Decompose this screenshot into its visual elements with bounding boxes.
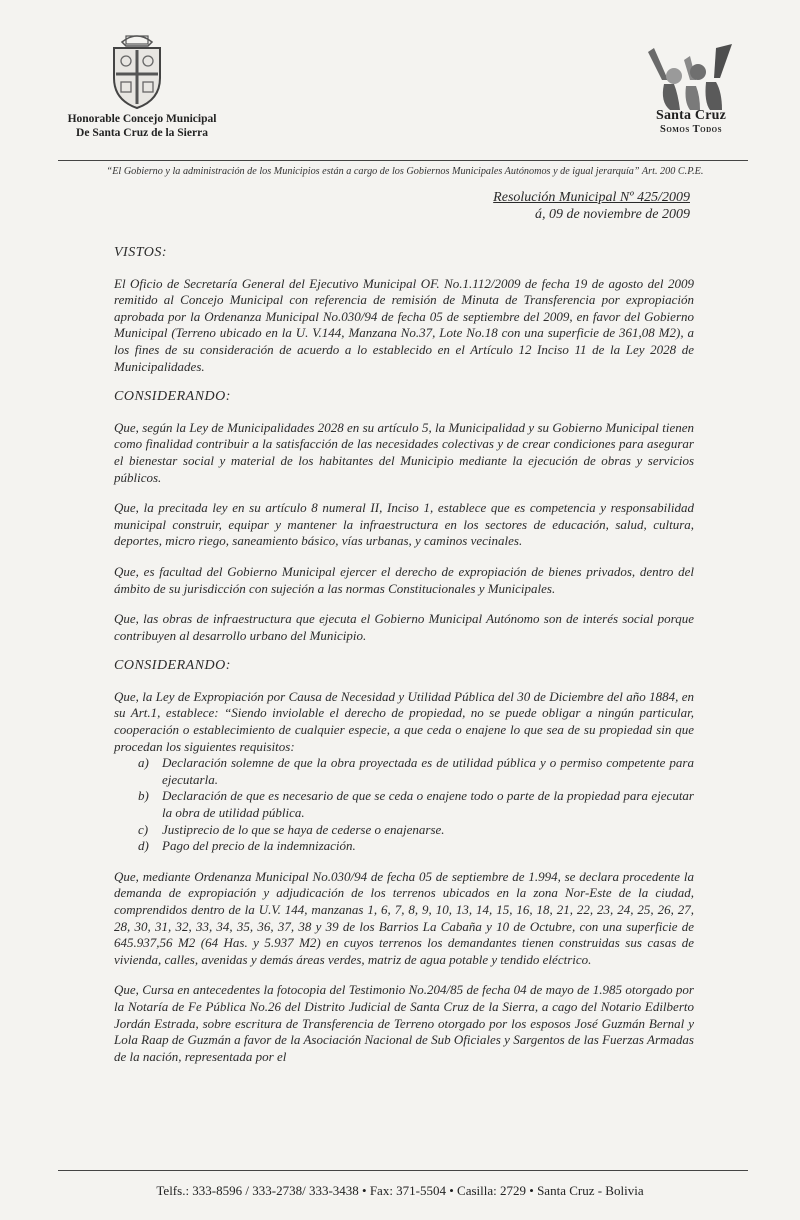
considerando-paragraph: Que, Cursa en antecedentes la fotocopia del Testimonio No.204/85 de fecha 04 de mayo de 1.985 otorgado por la Notaría de Fe Pública No.26 del Distrito Judicial de Santa Cruz de la Sierra, a cago del Notario Edilberto Jordán Estrada, sobre escritura de Transferencia de Terreno otorgado por los esposos José Guzmán Bernal y Lola Raap de Guzmán a favor de la Asociación Nacional de Sub Oficiales y Sargentos de las Fuerzas Armadas de la nación, representada por el [114, 982, 694, 1064]
coat-of-arms-icon [108, 28, 166, 110]
list-item [114, 755, 694, 788]
resolution-date: á, 09 de noviembre de 2009 [535, 207, 690, 222]
list-item-text: Declaración solemne de que la obra proyectada es de utilidad pública y o permiso competente para ejecutarla. [162, 755, 694, 787]
resolution-title: Resolución Municipal Nº 425/2009 [493, 190, 690, 205]
considerando-paragraph: Que, la precitada ley en su artículo 8 numeral II, Inciso 1, establece que es competencia y responsabilidad municipal construir, equipar y mantener la infraestructura en los sectores de educación, salud, cultura, deportes, micro riego, saneamiento básico, vías urbanas, y caminos vecinales. [114, 500, 694, 549]
considerando-paragraph: Que, según la Ley de Municipalidades 2028 en su artículo 5, la Municipalidad y su Gobierno Municipal tienen como finalidad contribuir a la satisfacción de las necesidades colectivas y de crear condiciones para asegurar el bienestar social y material de los habitantes del Municipio mediante la ejecución de obras y servicios públicos. [114, 419, 694, 485]
list-item-mark: b) [138, 788, 149, 804]
list-item-text: Declaración de que es necesario de que se ceda o enajene todo o parte de la propiedad para ejecutar la obra de utilidad pública. [162, 788, 694, 821]
considerando-paragraph: Que, las obras de infraestructura que ejecuta el Gobierno Municipal Autónomo son de interés social porque contribuyen al desarrollo urbano del Municipio. [114, 611, 694, 643]
document-body [114, 245, 694, 1079]
footer-contact: Telfs.: 333-8596 / 333-2738/ 333-3438 • Fax: 371-5504 • Casilla: 2729 • Santa Cruz - Bolivia [156, 1183, 644, 1198]
vistos-heading: VISTOS: [114, 245, 168, 260]
considerando-heading-1: CONSIDERANDO: [114, 389, 231, 405]
list-item-text: Justiprecio de lo que se haya de cederse o enajenarse. [162, 821, 445, 837]
council-name [58, 112, 226, 140]
list-item [114, 822, 694, 839]
santa-cruz-logo-icon [640, 42, 740, 112]
logo-name: Santa Cruz [655, 108, 727, 123]
list-item [114, 788, 694, 821]
council-line-1: Honorable Concejo Municipal [67, 113, 217, 125]
considerando-paragraph: Que, la Ley de Expropiación por Causa de Necesidad y Utilidad Pública del 30 de Diciembre del año 1884, en su Art.1, establece: “Siendo inviolable el derecho de propiedad, no se puede obligar a ningún particular, cooperación o establecimiento de cualquier especie, a que ceda o enajene lo que sea de su propiedad sin que procedan los siguientes requisitos: [114, 688, 694, 754]
constitution-quote: “El Gobierno y la administración de los Municipios están a cargo de los Gobiernos Municipales Autónomos y de igual jerarquía” Art. 200 C.P.E. [106, 166, 704, 177]
council-line-2: De Santa Cruz de la Sierra [76, 127, 208, 139]
list-item-mark: a) [138, 755, 149, 771]
considerando-heading-2: CONSIDERANDO: [114, 658, 231, 674]
considerando-paragraph: Que, es facultad del Gobierno Municipal ejercer el derecho de expropiación de bienes privados, dentro del ámbito de su jurisdicción con sujeción a las normas Constitucionales y Municipales. [114, 563, 694, 596]
requirements-list [114, 755, 694, 855]
list-item-text: Pago del precio de la indemnización. [162, 838, 356, 854]
list-item-mark: c) [138, 821, 149, 837]
footer-divider [58, 1170, 748, 1171]
list-item [114, 838, 694, 855]
considerando-paragraph: Que, mediante Ordenanza Municipal No.030/94 de fecha 05 de septiembre de 1.994, se declara procedente la demanda de expropiación y adjudicación de los terrenos ubicados en la zona Nor-Este de la ciudad, comprendidos dentro de la U.V. 144, manzanas 1, 6, 7, 8, 9, 10, 13, 14, 15, 16, 18, 21, 22, 23, 24, 25, 26, 27, 28, 30, 31, 32, 33, 34, 35, 36, 37, 38 y 39 de los Barrios La Cabaña y 10 de Octubre, con una superficie de 645.937,56 M2 (64 Has. y 5.937 M2) en cuyos terrenos los demandantes tienen construidas sus casas de vivienda, calles, avenidas y demás áreas verdes, matriz de agua potable y tendido eléctrico. [114, 868, 694, 967]
vistos-paragraph: El Oficio de Secretaría General del Ejecutivo Municipal OF. No.1.112/2009 de fecha 19 de agosto del 2009 remitido al Concejo Municipal con referencia de remisión de Minuta de Transferencia por expropiación aprobada por la Ordenanza Municipal No.030/94 de fecha 05 de septiembre del 2009, en favor del Gobierno Municipal (Terreno ubicado en la U. V.144, Manzana No.37, Lote No.18 con una superficie de 361,08 M2), a los fines de su consideración de acuerdo a lo establecido en el Artículo 12 Inciso 11 de la Ley 2028 de Municipalidades. [114, 275, 694, 374]
header-divider [58, 160, 748, 161]
logo-slogan: Somos Todos [659, 124, 722, 135]
list-item-mark: d) [138, 838, 149, 854]
